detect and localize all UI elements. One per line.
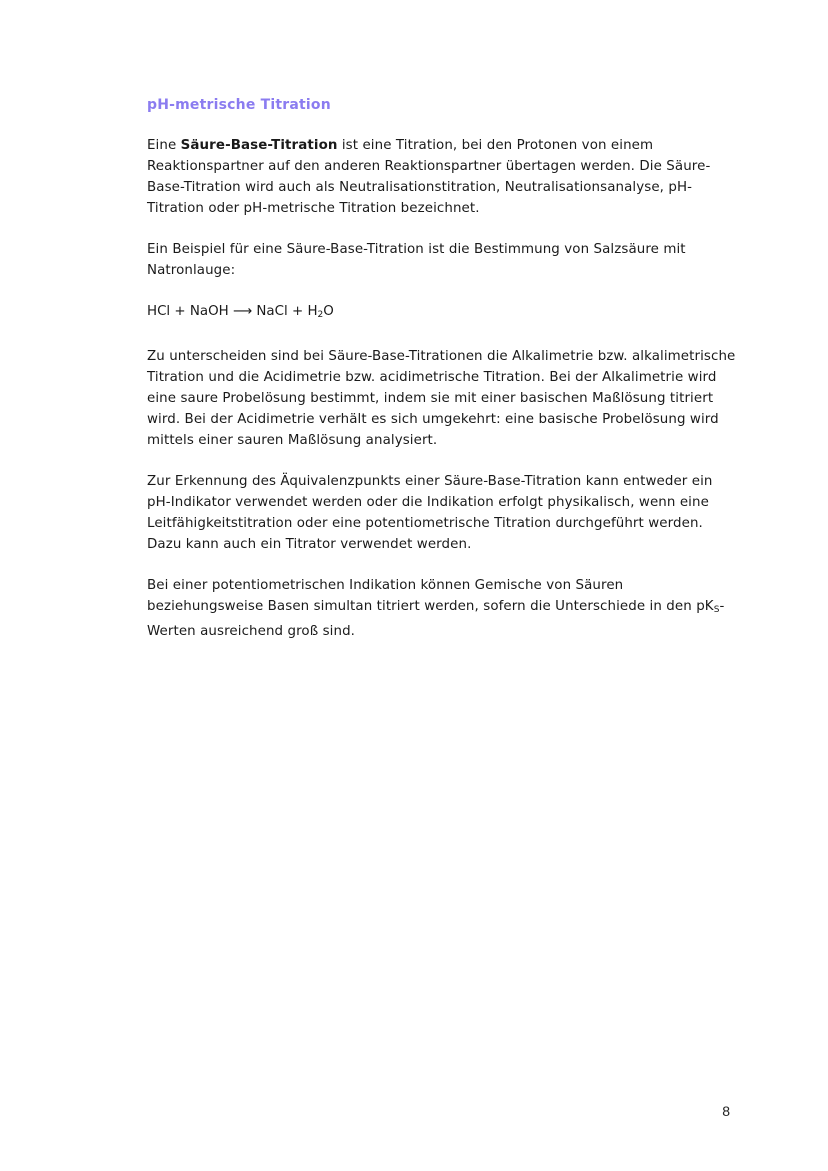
pks-subscript: S — [713, 605, 720, 615]
equation-tail: O — [323, 304, 334, 319]
definition-term: Säure-Base-Titration — [180, 138, 338, 153]
page-number: 8 — [722, 1103, 730, 1119]
equation-subscript: 2 — [317, 310, 324, 320]
page-content — [147, 97, 737, 662]
reaction-equation — [147, 301, 737, 326]
equation-main: HCl + NaOH ⟶ NaCl + H — [147, 304, 318, 319]
potentiometric-tail: -Werten ausreichend groß sind. — [147, 599, 725, 639]
potentiometric-text: Bei einer potentiometrischen Indikation können Gemische von Säuren beziehungsweise Basen simultan titriert werden, sofern die Unterschiede in den pK — [147, 578, 714, 614]
paragraph-definition — [147, 135, 737, 219]
paragraph-example: Ein Beispiel für eine Säure-Base-Titration ist die Bestimmung von Salzsäure mit Natronlauge: — [147, 242, 686, 278]
definition-prefix: Eine — [147, 138, 181, 153]
paragraph-alkalimetry: Zu unterscheiden sind bei Säure-Base-Titrationen die Alkalimetrie bzw. alkalimetrische Titration und die Acidimetrie bzw. acidimetrische Titration. Bei der Alkalimetrie wird eine saure Probelösung bestimmt, indem sie mit einer basischen Maßlösung titriert wird. Bei der Acidimetrie verhält es sich umgekehrt: eine basische Probelösung wird mittels einer sauren Maßlösung analysiert. — [147, 349, 736, 448]
definition-text: ist eine Titration, bei den Protonen von einem Reaktionspartner auf den anderen Reaktionspartner übertagen werden. Die Säure-Base-Titration wird auch als Neutralisationstitration, Neutralisationsanalyse, pH-Titration oder pH-metrische Titration bezeichnet. — [147, 138, 711, 216]
paragraph-potentiometric — [147, 575, 737, 642]
paragraph-equivalence-point: Zur Erkennung des Äquivalenzpunkts einer Säure-Base-Titration kann entweder ein pH-Indikator verwendet werden oder die Indikation erfolgt physikalisch, wenn eine Leitfähigkeitstitration oder eine potentiometrische Titration durchgeführt werden. Dazu kann auch ein Titrator verwendet werden. — [147, 474, 713, 552]
section-heading: pH-metrische Titration — [147, 97, 331, 113]
